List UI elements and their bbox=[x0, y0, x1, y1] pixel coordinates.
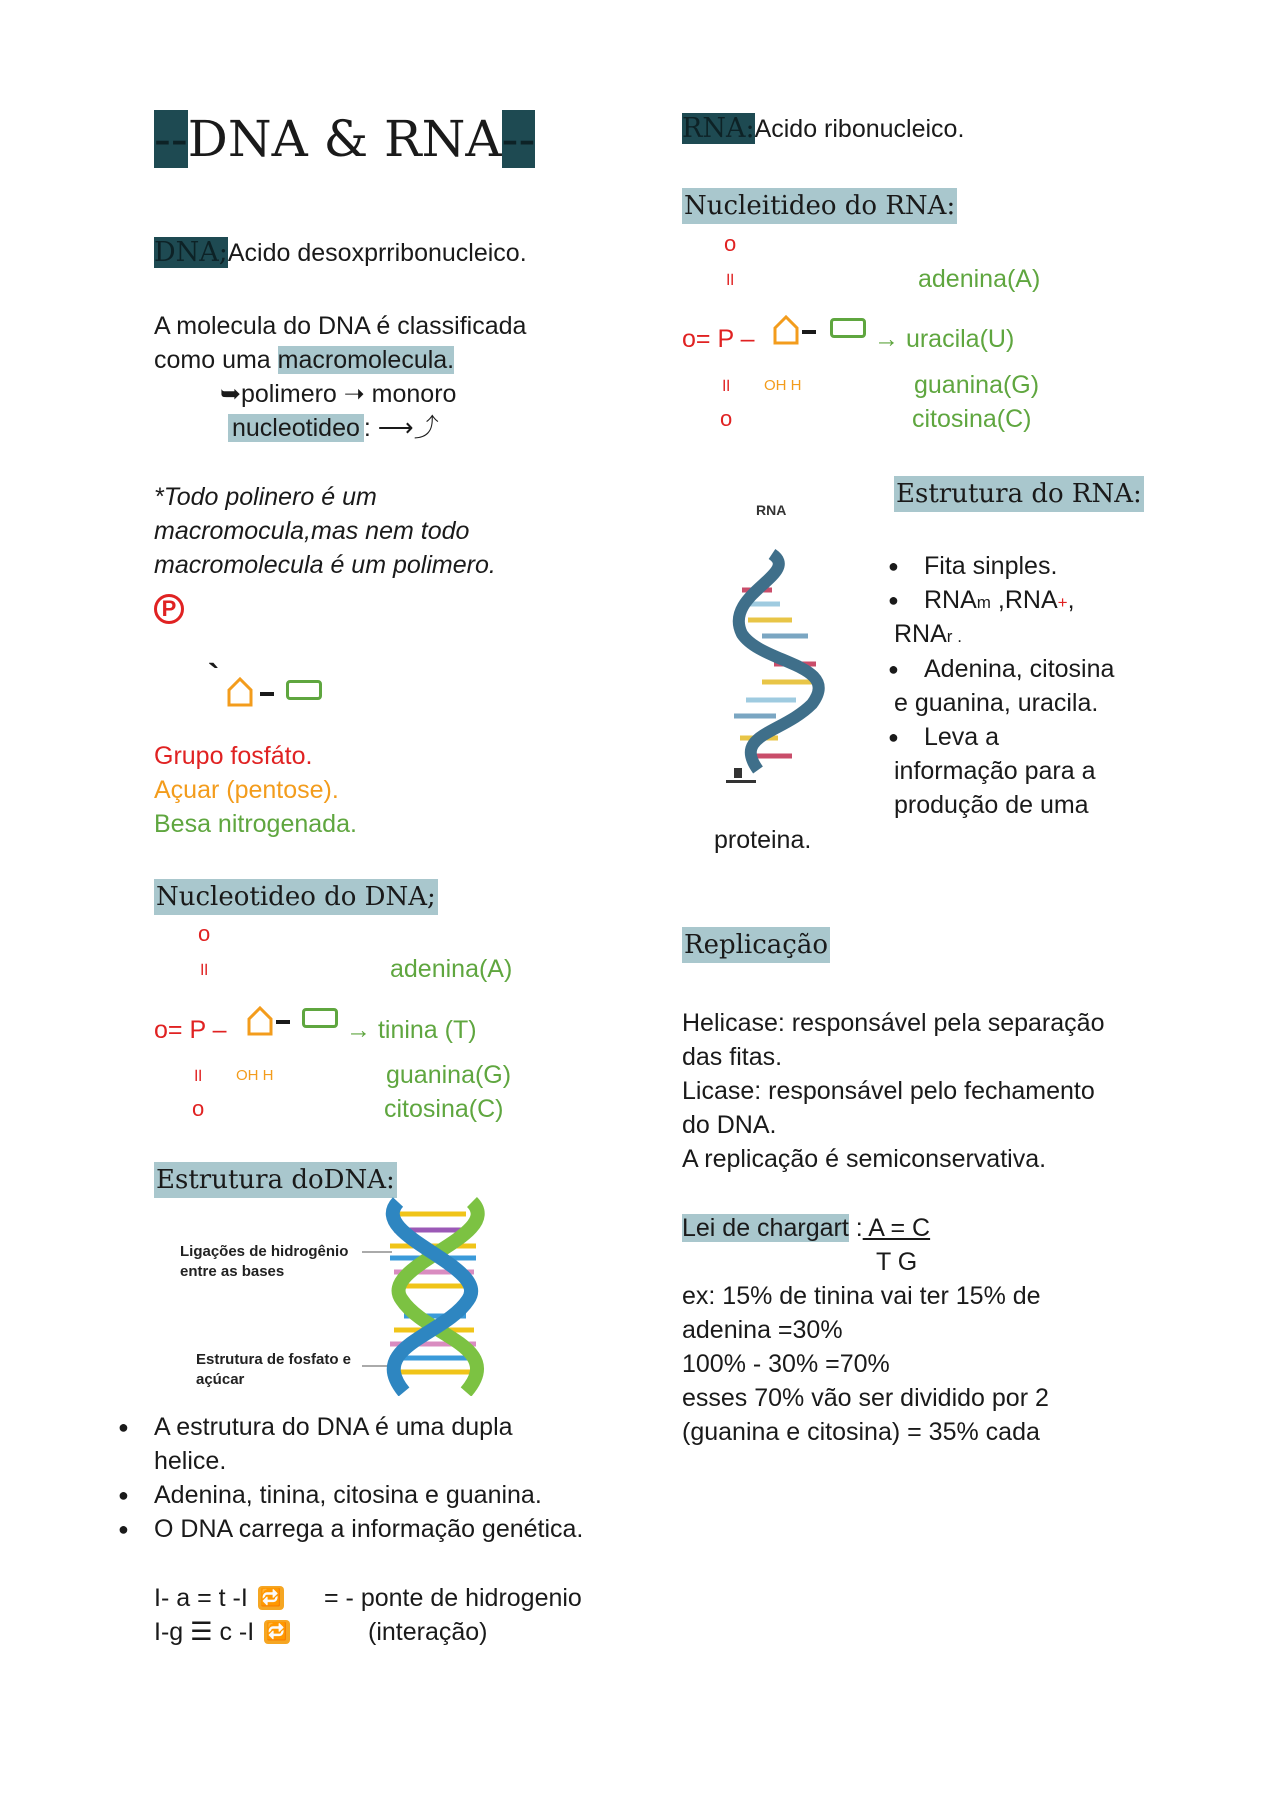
chargaff-eq2: T G bbox=[876, 1248, 918, 1276]
bond-dash-icon bbox=[260, 692, 274, 696]
rna-o-bottom: o bbox=[720, 406, 733, 431]
label-backbone-line1: Estrutura de fosfato e bbox=[196, 1351, 352, 1368]
rna-t-text: ,RNA bbox=[990, 586, 1058, 614]
rna-image-label: RNA bbox=[756, 502, 787, 518]
note-line3: macromolecula é um polimero. bbox=[154, 551, 496, 579]
dna-definition bbox=[154, 236, 527, 270]
sugar-house-icon bbox=[226, 676, 254, 708]
nucleotideo-highlight: nucleotideo bbox=[228, 414, 364, 442]
repeat-icon-1: 🔁 bbox=[258, 1586, 284, 1610]
rna-nucleotide-heading: Nucleitideo do RNA: bbox=[682, 188, 957, 224]
rna-bullet-4-cont2: produção de uma bbox=[894, 791, 1089, 819]
dna-base-g: guanina(G) bbox=[386, 1061, 512, 1089]
rna-bullet-4-cont3: proteina. bbox=[714, 826, 812, 854]
dna-bar-bottom: ॥ bbox=[192, 1065, 203, 1085]
dna-double-helix-graphic bbox=[176, 1196, 516, 1396]
label-hydrogen-line1: Ligações de hidrogênio bbox=[180, 1243, 349, 1260]
dna-phosphate: o= P – bbox=[154, 1016, 227, 1044]
note-line1: *Todo polinero é um bbox=[154, 483, 377, 511]
legend-sugar: Açuar (pentose). bbox=[154, 776, 339, 804]
rna-r-dot: . bbox=[952, 627, 962, 646]
dna-bullet-1-cont: helice. bbox=[154, 1447, 227, 1475]
dna-definition-text: Acido desoxprribonucleico. bbox=[227, 239, 527, 267]
rna-base-c: citosina(C) bbox=[912, 405, 1032, 433]
dna-bullet-2 bbox=[154, 1478, 542, 1512]
dna-text-line4-suffix: : ⟶⤴ bbox=[363, 414, 439, 442]
rna-comma: , bbox=[1067, 586, 1075, 614]
title-left-mark: -- bbox=[154, 110, 188, 168]
chargaff-label: Lei de chargart bbox=[682, 1214, 849, 1242]
replication-line3: Licase: responsável pelo fechamento bbox=[682, 1077, 1095, 1105]
rna-bullet-3-cont: e guanina, uracila. bbox=[894, 689, 1099, 717]
dna-base-rect-icon bbox=[302, 1008, 338, 1028]
rna-arrow-base: → uracila(U) bbox=[874, 325, 1015, 353]
pair2-right: (interação) bbox=[368, 1618, 488, 1646]
title-right-mark: -- bbox=[501, 110, 536, 168]
dna-text-line3: ➥polimero ➝ monoro bbox=[220, 380, 457, 408]
dna-text-line2-prefix: como uma bbox=[154, 346, 278, 374]
dna-label: DNA; bbox=[154, 237, 228, 268]
macromolecula-highlight: macromolecula. bbox=[277, 346, 455, 374]
phosphate-symbol: P bbox=[161, 596, 177, 621]
rna-helix-image bbox=[712, 494, 872, 794]
dna-bar-top: ॥ bbox=[198, 959, 209, 979]
rna-ohh: OH H bbox=[764, 377, 802, 394]
rna-m-sub: m bbox=[976, 593, 991, 612]
phosphate-circle-icon bbox=[154, 594, 184, 624]
rna-bond-dash-icon bbox=[802, 330, 816, 334]
dna-ohh: OH H bbox=[236, 1067, 274, 1084]
dna-bullet-2-text: Adenina, tinina, citosina e guanina. bbox=[154, 1481, 542, 1509]
rna-bullet-3 bbox=[924, 652, 1114, 686]
example-line2: adenina =30% bbox=[682, 1316, 843, 1344]
rna-definition bbox=[682, 112, 964, 146]
base-rect-icon bbox=[286, 680, 322, 700]
rna-bullet-1-text: Fita sinples. bbox=[924, 552, 1058, 580]
replication-line5: A replicação é semiconservativa. bbox=[682, 1145, 1047, 1173]
dna-base-c: citosina(C) bbox=[384, 1095, 504, 1123]
rna-definition-text: Acido ribonucleico. bbox=[754, 115, 965, 143]
pair1-left: I- a = t -I bbox=[154, 1584, 248, 1612]
rna-bullet-4 bbox=[924, 720, 999, 754]
page-title bbox=[154, 108, 535, 170]
rna-r-sub: r bbox=[946, 627, 953, 646]
dna-text-line2 bbox=[154, 343, 454, 377]
rna-m-text: RNA bbox=[924, 586, 977, 614]
replication-line1: Helicase: responsável pela separação bbox=[682, 1009, 1105, 1037]
dna-helix-image bbox=[176, 1196, 516, 1396]
dna-structure-heading: Estrutura doDNA: bbox=[154, 1162, 397, 1198]
label-hydrogen-line2: entre as bases bbox=[180, 1263, 285, 1280]
rna-bullet-1 bbox=[924, 549, 1057, 583]
nucleotide-diagram bbox=[208, 658, 328, 716]
dna-bullet-3 bbox=[154, 1512, 583, 1546]
pair2-left: I-g ☰ c -I bbox=[154, 1618, 255, 1646]
repeat-icon-2: 🔁 bbox=[264, 1620, 290, 1644]
legend-phosphate: Grupo fosfáto. bbox=[154, 742, 313, 770]
rna-bullet-4-text: Leva a bbox=[924, 723, 1000, 751]
rna-base-rect-icon bbox=[830, 318, 866, 338]
rna-bullet-2-cont bbox=[894, 617, 962, 654]
example-line4: esses 70% vão ser dividido por 2 bbox=[682, 1384, 1049, 1412]
dna-text-line4 bbox=[228, 411, 439, 445]
dna-bullet-1 bbox=[154, 1410, 513, 1444]
dna-bond-dash-icon bbox=[276, 1020, 290, 1024]
example-line1: ex: 15% de tinina vai ter 15% de bbox=[682, 1282, 1041, 1310]
dna-text-line1: A molecula do DNA é classificada bbox=[154, 312, 527, 340]
rna-label: RNA: bbox=[682, 113, 755, 144]
rna-bullet-4-cont1: informação para a bbox=[894, 757, 1096, 785]
chargaff-law bbox=[682, 1211, 930, 1245]
rna-structure-heading: Estrutura do RNA: bbox=[894, 476, 1144, 512]
example-line5: (guanina e citosina) = 35% cada bbox=[682, 1418, 1040, 1446]
rna-base-a: adenina(A) bbox=[918, 265, 1041, 293]
rna-phosphate: o= P – bbox=[682, 325, 755, 353]
rna-o-top: o bbox=[724, 231, 737, 256]
rna-base-g: guanina(G) bbox=[914, 371, 1040, 399]
dna-o-top: o bbox=[198, 921, 211, 946]
chargaff-sep: : bbox=[848, 1214, 863, 1242]
dna-sugar-house-icon bbox=[246, 1005, 274, 1037]
dna-base-a: adenina(A) bbox=[390, 955, 513, 983]
replication-line2: das fitas. bbox=[682, 1043, 783, 1071]
dna-nucleotide-heading: Nucleotideo do DNA; bbox=[154, 879, 438, 915]
dna-arrow-base: → tinina (T) bbox=[346, 1016, 477, 1044]
replication-line4: do DNA. bbox=[682, 1111, 777, 1139]
rna-r-text: RNA bbox=[894, 620, 947, 648]
rna-bullet-3-text: Adenina, citosina bbox=[924, 655, 1115, 683]
rna-t-sub: + bbox=[1057, 593, 1068, 612]
dna-bullet-1-text: A estrutura do DNA é uma dupla bbox=[154, 1413, 513, 1441]
replication-heading: Replicação bbox=[682, 927, 830, 963]
rna-bullet-2 bbox=[924, 583, 1075, 620]
rna-bar-top: ॥ bbox=[724, 269, 735, 289]
rna-sugar-house-icon bbox=[772, 314, 800, 346]
note-line2: macromocula,mas nem todo bbox=[154, 517, 470, 545]
chargaff-eq: A = C bbox=[862, 1214, 931, 1242]
legend-base: Besa nitrogenada. bbox=[154, 810, 357, 838]
label-backbone-line2: açúcar bbox=[196, 1371, 245, 1388]
title-text: DNA & RNA bbox=[187, 110, 502, 168]
tick-mark: ` bbox=[208, 658, 220, 696]
rna-bar-bottom: ॥ bbox=[720, 375, 731, 395]
rna-single-strand-graphic bbox=[712, 494, 872, 794]
example-line3: 100% - 30% =70% bbox=[682, 1350, 890, 1378]
dna-bullet-3-text: O DNA carrega a informação genética. bbox=[154, 1515, 584, 1543]
dna-o-bottom: o bbox=[192, 1096, 205, 1121]
pair1-right: = - ponte de hidrogenio bbox=[324, 1584, 582, 1612]
